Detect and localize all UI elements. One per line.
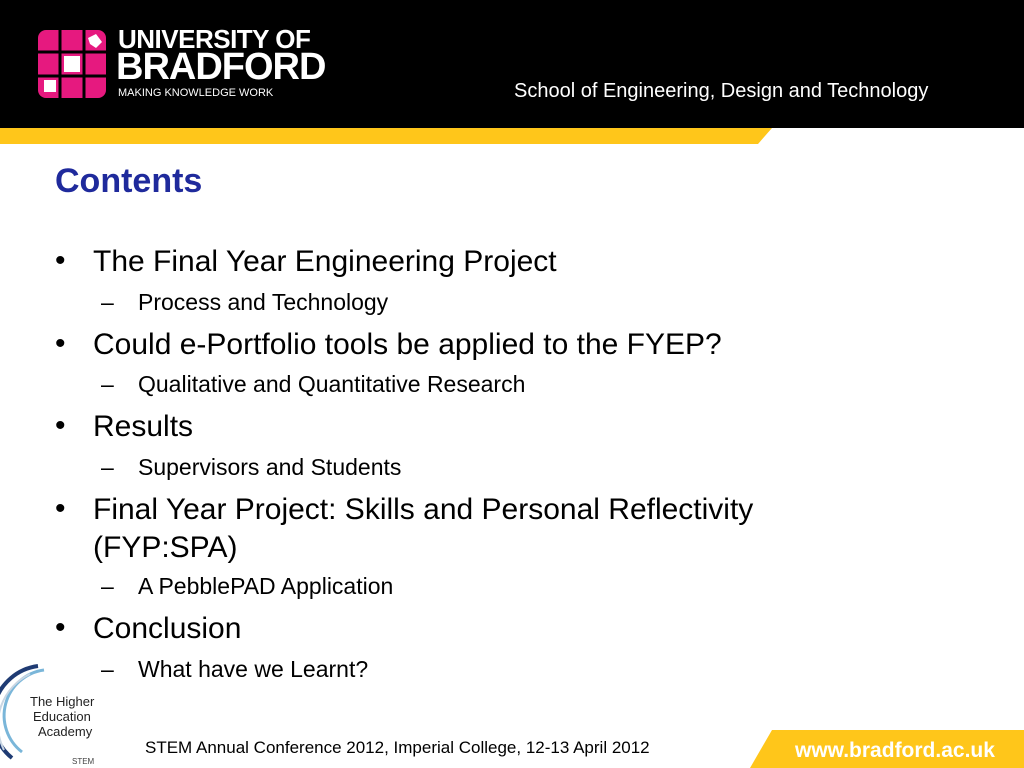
bullet-icon: • [55,409,66,442]
website-url: www.bradford.ac.uk [795,739,995,762]
subitem-text: Qualitative and Quantitative Research [138,371,526,397]
subitem-text: Supervisors and Students [138,454,402,480]
higher-education-academy-logo [0,660,110,768]
bullet-text: The Final Year Engineering Project [93,245,557,278]
hea-line2: Education [33,709,91,724]
university-crest-icon [38,30,106,98]
bullet-icon: • [55,327,66,360]
bullet-icon: • [55,611,66,644]
bullet-text: Final Year Project: Skills and Personal Reflectivity [93,493,754,526]
bullet-text: Conclusion [93,612,242,645]
university-name-line2: BRADFORD [116,46,326,88]
university-name-line1: UNIVERSITY OF [118,24,311,54]
subitem-text: Process and Technology [138,289,389,315]
dash-icon: – [101,573,114,599]
hea-line1: The Higher [30,694,95,709]
bullet-icon: • [55,244,66,277]
dash-icon: – [101,454,114,480]
slide-title: Contents [55,162,203,200]
bullet-text-line2: (FYP:SPA) [93,531,238,564]
header-banner [0,0,1024,128]
subitem-text: A PebblePAD Application [138,573,394,599]
dash-icon: – [101,371,114,397]
bullet-icon: • [55,492,66,525]
subitem-text: What have we Learnt? [138,656,369,682]
header-accent-band [0,128,1024,144]
hea-line4: STEM [72,757,95,766]
school-name: School of Engineering, Design and Technology [514,80,929,102]
hea-line3: Academy [38,724,93,739]
bullet-text: Results [93,410,194,443]
dash-icon: – [101,656,114,682]
bullet-text: Could e-Portfolio tools be applied to the FYEP? [93,328,722,361]
conference-footer: STEM Annual Conference 2012, Imperial College, 12-13 April 2012 [145,738,650,757]
dash-icon: – [101,289,114,315]
university-tagline: MAKING KNOWLEDGE WORK [118,87,274,99]
